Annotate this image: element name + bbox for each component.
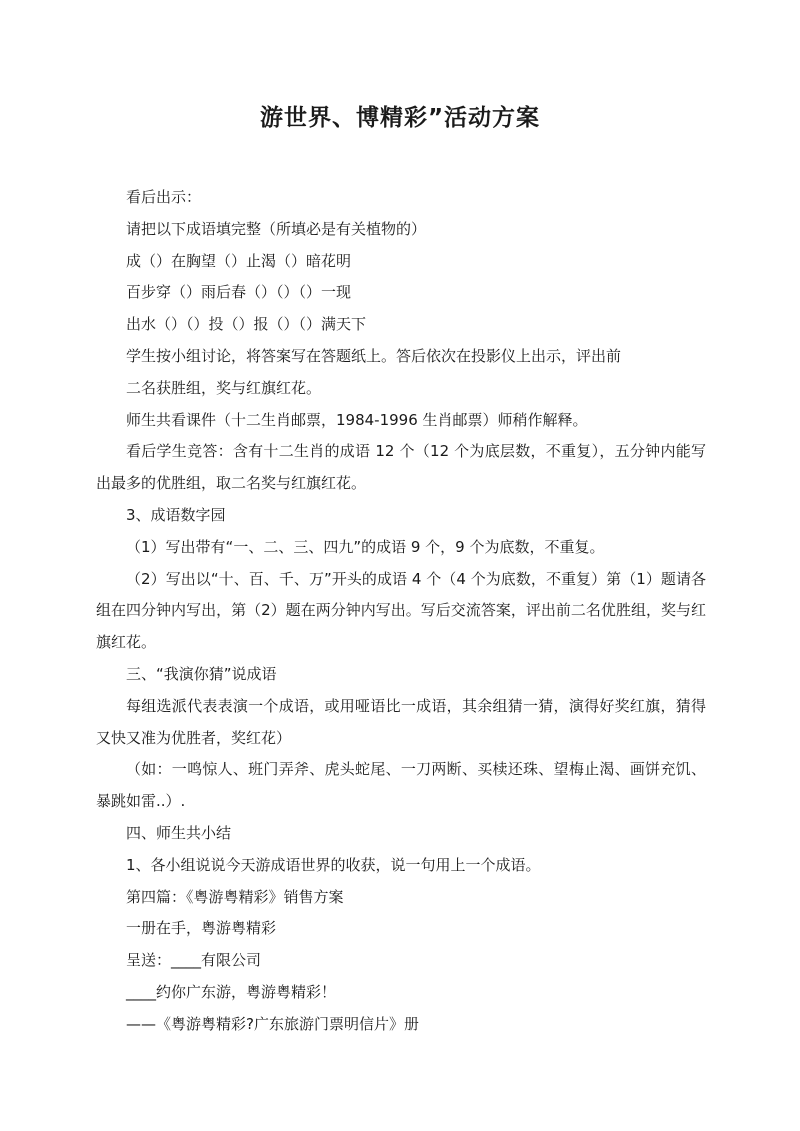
paragraph: 百步穿（）雨后春（）（）（）一现 [126,283,352,302]
paragraph: ——《粤游粤精彩?广东旅游门票明信片》册 [126,1014,419,1033]
paragraph: （1）写出带有“一、二、三、四九”的成语 9 个，9 个为底数，不重复。 [126,537,605,556]
paragraph: 一册在手，粤游粤精彩 [126,919,277,938]
paragraph: 请把以下成语填完整（所填必是有关植物的） [126,219,427,238]
paragraph: 学生按小组讨论，将答案写在答题纸上。答后依次在投影仪上出示，评出前 [126,346,622,365]
paragraph: 3、成语数字园 [126,505,226,524]
document-title: 游世界、博精彩”活动方案 [259,105,541,131]
paragraph: 看后学生竞答：含有十二生肖的成语 12 个（12 个为底层数，不重复），五分钟内能写出最多的优胜组，取二名奖与红旗红花。 [96,442,706,493]
paragraph: 呈送：____有限公司 [126,951,262,970]
document-body [96,182,706,1041]
paragraph: 成（）在胸望（）止渴（）暗花明 [126,251,352,270]
paragraph: 看后出示： [126,188,202,206]
paragraph: 出水（）（）投（）报（）（）满天下 [126,315,367,334]
paragraph: 每组选派代表表演一个成语，或用哑语比一成语，其余组猜一猜，演得好奖红旗，猜得又快又准为优胜者，奖红花） [96,696,706,747]
paragraph: 第四篇：《粤游粤精彩》销售方案 [126,887,344,906]
paragraph: （如：一鸣惊人、班门弄斧、虎头蛇尾、一刀两断、买椟还珠、望梅止渴、画饼充饥、暴跳如雷..）. [96,760,706,811]
paragraph: ____约你广东游，粤游粤精彩！ [126,982,337,1001]
paragraph: （2）写出以“十、百、千、万”开头的成语 4 个（4 个为底数，不重复）第（1）题请各组在四分钟内写出，第（2）题在两分钟内写出。写后交流答案，评出前二名优胜组，奖与红旗红花。 [96,569,706,652]
paragraph: 师生共看课件（十二生肖邮票，1984-1996 生肖邮票）师稍作解释。 [126,410,588,429]
paragraph: 1、各小组说说今天游成语世界的收获，说一句用上一个成语。 [126,855,541,874]
paragraph: 二名获胜组，奖与红旗红花。 [126,378,322,397]
paragraph: 四、师生共小结 [126,823,232,842]
paragraph: 三、“我演你猜”说成语 [126,664,277,683]
